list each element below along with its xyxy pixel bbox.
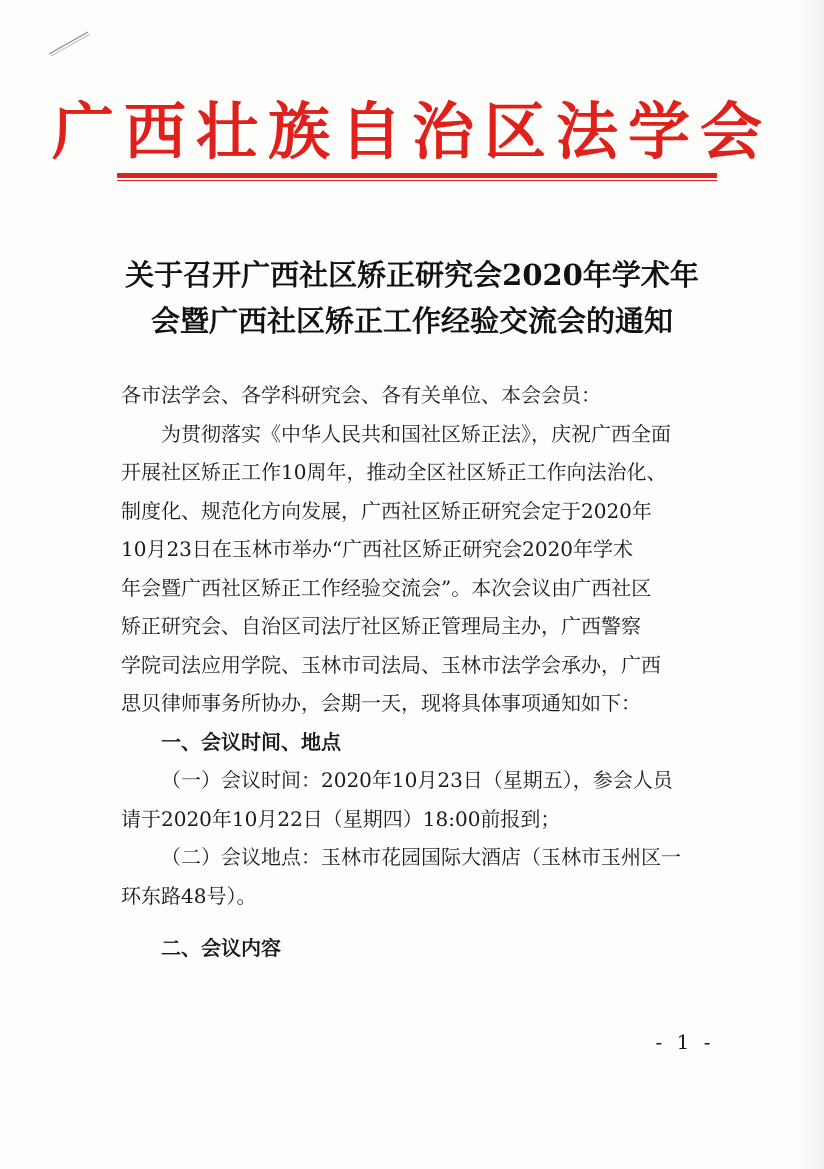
pencil-mark-icon [46, 28, 92, 58]
salutation: 各市法学会、各学科研究会、各有关单位、本会会员： [121, 383, 601, 407]
paragraph-line: 年会暨广西社区矫正工作经验交流会”。本次会议由广西社区 [121, 575, 652, 600]
section-heading: 二、会议内容 [161, 936, 281, 960]
document-body [121, 376, 721, 968]
paragraph-line: 10月23日在玉林市举办“广西社区矫正研究会2020年学术 [121, 537, 634, 561]
paragraph-line: 请于2020年10月22日（星期四）18:00前报到； [121, 806, 561, 831]
document-title-line: 关于召开广西社区矫正研究会2020年学术年 [125, 258, 699, 292]
page-number: - 1 - [655, 1030, 715, 1054]
section-heading: 一、会议时间、地点 [161, 729, 341, 754]
paragraph-line: 矫正研究会、自治区司法厅社区矫正管理局主办，广西警察 [121, 614, 641, 638]
letterhead-organization: 广西壮族自治区法学会 [51, 95, 772, 168]
scan-edge-shadow [796, 0, 824, 1169]
paragraph-line: 为贯彻落实《中华人民共和国社区矫正法》，庆祝广西全面 [161, 421, 671, 446]
letterhead-red-rule [117, 173, 717, 178]
paragraph-line: 思贝律师事务所协办，会期一天，现将具体事项通知如下： [121, 691, 641, 715]
paragraph-line: 制度化、规范化方向发展，广西社区矫正研究会定于2020年 [121, 498, 652, 523]
paragraph-line: （一）会议时间：2020年10月23日（星期五），参会人员 [161, 768, 673, 792]
paragraph-line: 环东路48号）。 [121, 883, 257, 908]
document-title [0, 252, 824, 344]
paragraph-line: （二）会议地点：玉林市花园国际大酒店（玉林市玉州区一 [161, 845, 681, 869]
paragraph-line: 学院司法应用学院、玉林市司法局、玉林市法学会承办，广西 [121, 652, 661, 677]
document-title-line: 会暨广西社区矫正工作经验交流会的通知 [150, 304, 673, 338]
paragraph-line: 开展社区矫正工作10周年，推动全区社区矫正工作向法治化、 [121, 460, 667, 484]
section-gap [121, 915, 721, 929]
letterhead-red-rule-thin [117, 180, 717, 181]
